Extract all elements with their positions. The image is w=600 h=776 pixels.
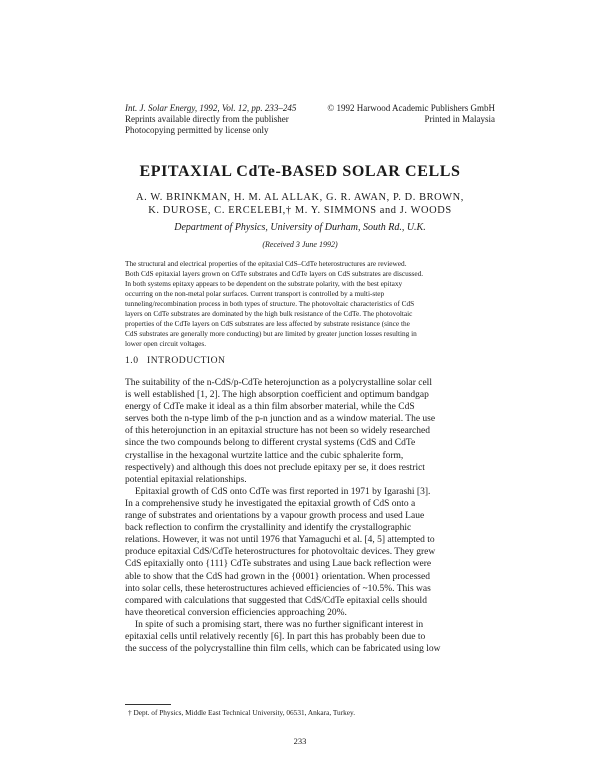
abstract-line: In both systems epitaxy appears to be dependent on the substrate polarity, with the best epitaxy [125,279,403,288]
abstract-line: CdS substrates are generally more conducting) but are limited by greater junction losses resulting in [125,329,417,338]
paper-title: EPITAXIAL CdTe-BASED SOLAR CELLS [139,163,461,180]
abstract-line: lower open circuit voltages. [125,339,207,348]
author-line: A. W. BRINKMAN, H. M. AL ALLAK, G. R. AWAN, P. D. BROWN, [136,192,464,203]
header-left [125,103,325,136]
footnote: † Dept. of Physics, Middle East Technical University, 06531, Ankara, Turkey. [128,708,356,717]
reprints-notice: Reprints available directly from the publisher [125,114,289,124]
printed-notice: Printed in Malaysia [424,114,495,124]
body-line: the success of the polycrystalline thin film cells, which can be fabricated using low [125,644,441,655]
body-line: respectively) and although this does not preclude epitaxy per se, it does restrict [125,462,425,473]
body-line: is well established [1, 2]. The high absorption coefficient and optimum bandgap [125,390,429,401]
footnote-rule [125,704,171,705]
affiliation: Department of Physics, University of Durham, South Rd., U.K. [174,222,426,233]
abstract [125,259,485,349]
copyright-notice: © 1992 Harwood Academic Publishers GmbH [327,103,495,113]
abstract-line: Both CdS epitaxial layers grown on CdTe substrates and CdTe layers on CdS substrates are discussed. [125,269,424,278]
abstract-line: The structural and electrical properties of the epitaxial CdS–CdTe heterostructures are reviewed. [125,259,407,268]
abstract-line: occurring on the non-metal polar surfaces. Current transport is controlled by a multi-step [125,289,385,298]
abstract-line: tunneling/recombination process in both types of structure. The photovoltaic characteristics of CdS [125,299,415,308]
author-list [100,191,500,217]
body-line: relations. However, it was not until 1976 that Yamaguchi et al. [4, 5] attempted to [125,535,435,546]
journal-citation: Int. J. Solar Energy, 1992, Vol. 12, pp. 233–245 [125,103,297,113]
page-number: 233 [293,736,307,746]
abstract-line: properties of the CdTe layers on CdS substrates are less affected by substrate resistance (since the [125,319,410,328]
body-line: energy of CdTe make it ideal as a thin film absorber material, while the CdS [125,402,415,413]
photocopy-notice: Photocopying permitted by license only [125,125,269,135]
body-line: have theoretical conversion efficiencies approaching 20%. [125,607,347,618]
body-line: epitaxial cells until relatively recently [6]. In part this has probably been due to [125,631,426,642]
body-text [125,377,487,655]
body-line: The suitability of the n-CdS/p-CdTe heterojunction as a polycrystalline solar cell [125,378,432,388]
body-line: In a comprehensive study he investigated the epitaxial growth of CdS onto a [125,498,416,509]
body-line: produce epitaxial CdS/CdTe heterostructures for photovoltaic devices. They grew [125,547,436,558]
section-title: INTRODUCTION [147,355,226,366]
body-line: CdS epitaxially onto {111} CdTe substrates and using Laue back reflection were [125,559,432,570]
abstract-line: layers on CdTe substrates are dominated by the high bulk resistance of the CdTe. The photovoltaic [125,309,413,318]
body-line: able to show that the CdS had grown in the {0001} orientation. When processed [125,571,430,582]
body-line: In spite of such a promising start, there was no further significant interest in [135,619,424,630]
body-line: potential epitaxial relationships. [125,474,247,485]
header-right [315,103,495,125]
body-line: serves both the n-type limb of the p-n junction and as a window material. The use [125,414,436,425]
body-line: crystallise in the hexagonal wurtzite lattice and the cubic sphalerite form, [125,450,404,461]
body-line: compared with calculations that suggested that CdS/CdTe epitaxial cells should [125,595,427,606]
body-line: back reflection to confirm the crystallinity and identify the crystallographic [125,523,412,534]
body-line: into solar cells, these heterostructures achieved efficiencies of ~10.5%. This was [125,583,431,594]
received-date: (Received 3 June 1992) [262,240,338,249]
section-number: 1.0 [125,355,139,366]
author-line: K. DUROSE, C. ERCELEBI,† M. Y. SIMMONS and J. WOODS [148,205,452,216]
body-line: since the two compounds belong to different crystal systems (CdS and CdTe [125,438,416,449]
body-line: Epitaxial growth of CdS onto CdTe was first reported in 1971 by Igarashi [3]. [135,486,431,497]
section-heading [125,355,225,366]
body-line: of this heterojunction in an epitaxial structure has not been so widely researched [125,426,430,437]
body-line: range of substrates and orientations by a vapour growth process and used Laue [125,511,425,522]
